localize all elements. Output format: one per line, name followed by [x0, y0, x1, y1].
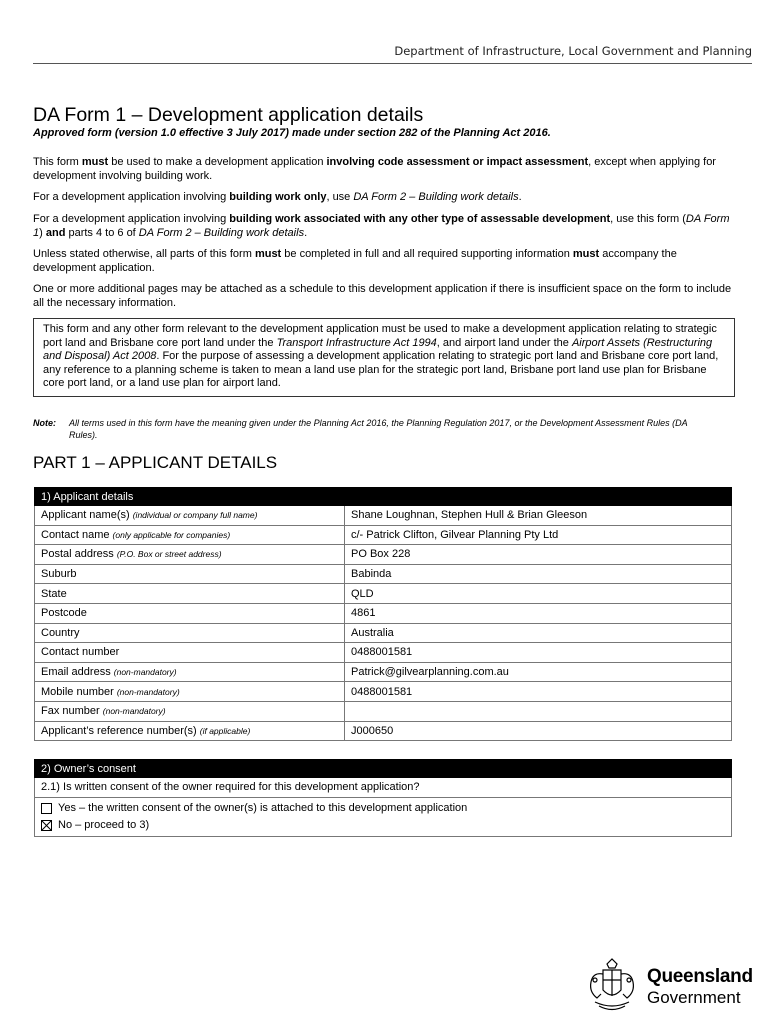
suburb-field[interactable]: Babinda — [345, 564, 732, 584]
part-1-title: PART 1 – APPLICANT DETAILS — [33, 453, 278, 472]
email-field[interactable]: Patrick@gilvearplanning.com.au — [345, 662, 732, 682]
applicant-details-heading: 1) Applicant details — [35, 488, 732, 506]
table-row — [35, 584, 732, 604]
country-field[interactable]: Australia — [345, 623, 732, 643]
field-hint: (non-mandatory) — [102, 706, 166, 717]
note-text: All terms used in this form have the meaning given under the Planning Act 2016, the Planning Regulation 2017, or the Development Assessment Rules (DA Rules). — [69, 418, 688, 440]
applicant-name-field[interactable]: Shane Loughnan, Stephen Hull & Brian Gleeson — [345, 506, 732, 526]
field-hint: (if applicable) — [199, 725, 251, 736]
fax-number-field[interactable] — [345, 701, 732, 721]
port-land-notice-box: This form and any other form relevant to the development application must be used to make a development application relating to strategic port land and Brisbane core port land under the Transport Infrastructure Act 1994, and airport land under the Airport Assets (Restructuring and Disposal) Act 2008. For the purpose of assessing a development application relating to strategic port land and Brisbane core port land, any reference to a planning scheme is taken to mean a land use plan for the strategic port land, Brisbane port land use plan for Brisbane core port land, or a land use plan for airport land. — [33, 318, 735, 397]
table-row — [35, 778, 732, 798]
field-hint: (non-mandatory) — [116, 686, 180, 697]
logo-queensland-text: Queensland — [647, 966, 753, 987]
field-hint: (P.O. Box or street address) — [116, 549, 222, 560]
field-hint: (only applicable for companies) — [112, 529, 231, 540]
field-label: Postcode — [35, 603, 345, 623]
table-row — [35, 682, 732, 702]
table-row — [35, 506, 732, 526]
field-label: Country — [35, 623, 345, 643]
intro-paragraph-4: Unless stated otherwise, all parts of this form must be completed in full and all required supporting information must accompany the development application. — [33, 248, 677, 274]
coat-of-arms-icon — [583, 956, 641, 1014]
table-row — [35, 701, 732, 721]
contact-number-field[interactable]: 0488001581 — [345, 643, 732, 663]
field-label: Email address — [41, 666, 111, 679]
table-row — [35, 525, 732, 545]
postcode-field[interactable]: 4861 — [345, 603, 732, 623]
field-label: Contact number — [35, 643, 345, 663]
consent-no-label: No – proceed to 3) — [58, 818, 150, 831]
department-header: Department of Infrastructure, Local Government and Planning — [394, 44, 752, 58]
table-row — [35, 603, 732, 623]
intro-paragraph-3: For a development application involving building work associated with any other type of assessable development, use this form (DA Form 1) and parts 4 to 6 of DA Form 2 – Building work details. — [33, 213, 730, 239]
field-label: Mobile number — [41, 685, 114, 698]
consent-yes-option[interactable] — [41, 800, 731, 817]
intro-paragraph-1: This form must be used to make a development application involving code assessment or impact assessment, except when applying for development involving building work. — [33, 156, 716, 182]
field-label: Contact name — [41, 528, 110, 541]
table-row — [35, 662, 732, 682]
state-field[interactable]: QLD — [345, 584, 732, 604]
field-label: Postal address — [41, 548, 114, 561]
queensland-government-logo — [583, 956, 753, 1014]
table-row — [35, 643, 732, 663]
header-divider — [33, 63, 752, 64]
mobile-number-field[interactable]: 0488001581 — [345, 682, 732, 702]
field-label: Applicant name(s) — [41, 509, 130, 522]
reference-number-field[interactable]: J000650 — [345, 721, 732, 741]
note-label: Note: — [33, 418, 56, 428]
field-hint: (non-mandatory) — [113, 667, 177, 678]
applicant-details-table — [34, 487, 732, 741]
consent-no-checkbox[interactable] — [41, 820, 52, 831]
intro-paragraph-2: For a development application involving building work only, use DA Form 2 – Building work details. — [33, 191, 522, 203]
form-title: DA Form 1 – Development application details — [33, 104, 424, 126]
field-hint: (individual or company full name) — [132, 510, 258, 521]
consent-no-option[interactable] — [41, 817, 731, 834]
table-row — [35, 545, 732, 565]
field-label: Fax number — [41, 705, 100, 718]
consent-yes-checkbox[interactable] — [41, 803, 52, 814]
form-subtitle: Approved form (version 1.0 effective 3 July 2017) made under section 282 of the Planning Act 2016. — [33, 127, 551, 139]
table-row — [35, 623, 732, 643]
field-label: Applicant’s reference number(s) — [41, 724, 197, 737]
field-label: State — [35, 584, 345, 604]
logo-government-text: Government — [647, 988, 741, 1007]
postal-address-field[interactable]: PO Box 228 — [345, 545, 732, 565]
field-label: Suburb — [35, 564, 345, 584]
table-row — [35, 797, 732, 836]
table-row — [35, 721, 732, 741]
owner-consent-question: 2.1) Is written consent of the owner required for this development application? — [35, 778, 732, 798]
owner-consent-heading: 2) Owner’s consent — [35, 760, 732, 778]
terms-note — [33, 418, 733, 441]
consent-yes-label: Yes – the written consent of the owner(s) is attached to this development application — [58, 801, 468, 814]
table-row — [35, 564, 732, 584]
contact-name-field[interactable]: c/- Patrick Clifton, Gilvear Planning Pty Ltd — [345, 525, 732, 545]
intro-paragraph-5: One or more additional pages may be attached as a schedule to this development application if there is insufficient space on the form to include all the necessary information. — [33, 283, 732, 309]
owner-consent-table — [34, 759, 732, 837]
